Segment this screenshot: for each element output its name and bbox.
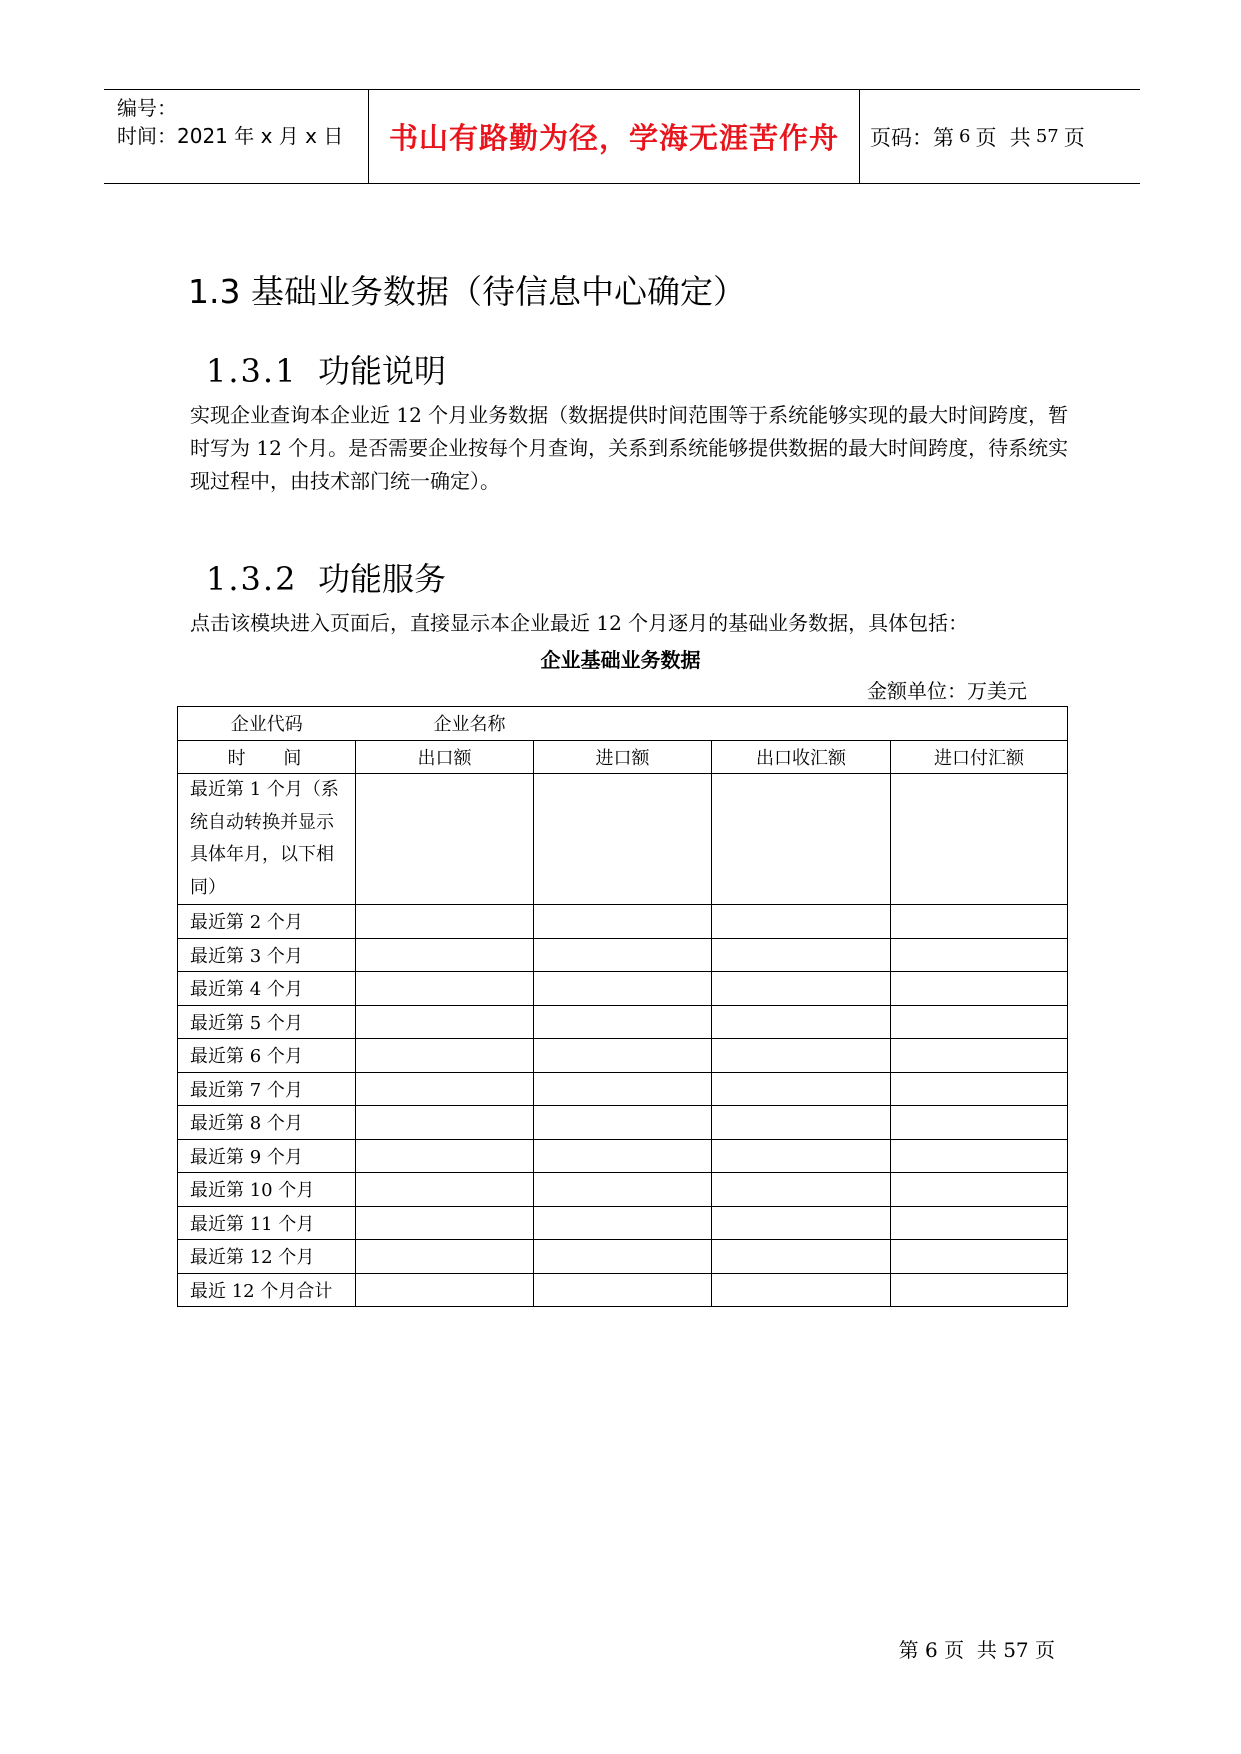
data-cell [534, 1139, 712, 1173]
data-cell [891, 972, 1068, 1006]
row-label: 最近第 8 个月 [178, 1106, 356, 1140]
data-cell [356, 1039, 534, 1073]
data-cell [712, 774, 891, 905]
data-cell [712, 1139, 891, 1173]
page-header [104, 89, 1140, 184]
data-cell [534, 1106, 712, 1140]
data-cell [356, 774, 534, 905]
data-cell [356, 1139, 534, 1173]
data-cell [534, 1039, 712, 1073]
data-cell [534, 972, 712, 1006]
section-title: 1.3 基础业务数据（待信息中心确定） [188, 272, 746, 311]
header-page-total: 57 [1035, 126, 1059, 147]
company-name-label: 企业名称 [356, 707, 1068, 741]
table-header-row [178, 740, 1068, 774]
data-cell [356, 1106, 534, 1140]
data-cell [891, 1039, 1068, 1073]
table-row [178, 1240, 1068, 1274]
data-cell [891, 774, 1068, 905]
table-row [178, 1039, 1068, 1073]
data-cell [534, 905, 712, 939]
data-cell [891, 1206, 1068, 1240]
data-cell [356, 1206, 534, 1240]
data-cell [712, 1005, 891, 1039]
data-cell [356, 905, 534, 939]
table-row [178, 1206, 1068, 1240]
subsection-title: 功能说明 [318, 352, 447, 390]
row-label: 最近第 3 个月 [178, 938, 356, 972]
table-row [178, 1173, 1068, 1207]
company-info-row [178, 707, 1068, 741]
data-cell [356, 1005, 534, 1039]
header-meta [117, 94, 343, 150]
column-header: 出口收汇额 [712, 740, 891, 774]
data-cell [891, 1106, 1068, 1140]
data-cell [891, 905, 1068, 939]
data-cell [534, 1206, 712, 1240]
table-row [178, 774, 1068, 905]
business-data-table [177, 706, 1068, 1307]
data-cell [356, 972, 534, 1006]
data-cell [712, 1039, 891, 1073]
subsection-heading-function-description [206, 346, 446, 392]
data-cell [356, 1173, 534, 1207]
subsection-heading-function-service [206, 554, 446, 600]
page-footer [899, 1634, 1055, 1663]
data-cell [891, 1273, 1068, 1307]
function-description-text: 实现企业查询本企业近 12 个月业务数据（数据提供时间范围等于系统能够实现的最大时间跨度，暂时写为 12 个月。是否需要企业按每个月查询，关系到系统能够提供数据的最大时间跨度，待系统实现过程中，由技术部门统一确定）。 [190, 403, 1069, 493]
footer-page-total: 57 [1003, 1638, 1029, 1662]
table-row [178, 1139, 1068, 1173]
table-row [178, 1273, 1068, 1307]
header-page-current: 6 [959, 126, 971, 147]
row-label: 最近第 5 个月 [178, 1005, 356, 1039]
row-label: 最近第 7 个月 [178, 1072, 356, 1106]
header-page-prefix: 页码：第 [870, 125, 954, 150]
table-row [178, 938, 1068, 972]
data-cell [534, 938, 712, 972]
data-cell [534, 1173, 712, 1207]
table-row [178, 972, 1068, 1006]
footer-prefix: 第 [898, 1638, 919, 1662]
row-label: 最近 12 个月合计 [178, 1273, 356, 1307]
data-cell [534, 1240, 712, 1274]
footer-mid: 页 共 [944, 1638, 997, 1662]
row-label: 最近第 9 个月 [178, 1139, 356, 1173]
data-cell [356, 1273, 534, 1307]
data-cell [712, 1273, 891, 1307]
data-cell [712, 1106, 891, 1140]
data-cell [712, 1240, 891, 1274]
subsection-number: 1.3.1 [206, 352, 298, 390]
row-label: 最近第 2 个月 [178, 905, 356, 939]
header-page-suffix: 页 [1063, 125, 1085, 150]
subsection-number: 1.3.2 [206, 560, 298, 598]
table-row [178, 1072, 1068, 1106]
document-time: 时间：2021 年 x 月 x 日 [117, 124, 344, 148]
table-title: 企业基础业务数据 [540, 648, 701, 672]
header-motto: 书山有路勤为径，学海无涯苦作舟 [368, 90, 860, 183]
data-cell [891, 1005, 1068, 1039]
data-cell [712, 905, 891, 939]
subsection-title: 功能服务 [318, 560, 447, 598]
row-label: 最近第 6 个月 [178, 1039, 356, 1073]
footer-suffix: 页 [1035, 1638, 1055, 1662]
data-cell [712, 938, 891, 972]
amount-unit: 金额单位：万美元 [867, 679, 1027, 703]
data-cell [712, 1072, 891, 1106]
company-code-label: 企业代码 [178, 707, 356, 741]
table-row [178, 1106, 1068, 1140]
header-page-number [870, 90, 1085, 183]
data-cell [534, 1273, 712, 1307]
column-header: 进口额 [534, 740, 712, 774]
data-cell [891, 1072, 1068, 1106]
document-number-label: 编号： [117, 96, 177, 120]
data-cell [356, 938, 534, 972]
data-cell [534, 774, 712, 905]
data-cell [891, 1139, 1068, 1173]
data-cell [534, 1005, 712, 1039]
header-page-mid: 页 共 [975, 125, 1031, 150]
column-header: 时 间 [178, 740, 356, 774]
row-label: 最近第 1 个月（系统自动转换并显示具体年月，以下相同） [178, 774, 356, 905]
data-cell [356, 1240, 534, 1274]
table-row [178, 905, 1068, 939]
data-cell [712, 1206, 891, 1240]
data-cell [891, 1173, 1068, 1207]
table-row [178, 1005, 1068, 1039]
data-cell [712, 972, 891, 1006]
data-cell [356, 1072, 534, 1106]
data-cell [712, 1173, 891, 1207]
column-header: 出口额 [356, 740, 534, 774]
row-label: 最近第 11 个月 [178, 1206, 356, 1240]
column-header: 进口付汇额 [891, 740, 1068, 774]
row-label: 最近第 12 个月 [178, 1240, 356, 1274]
footer-page-current: 6 [925, 1638, 938, 1662]
function-service-text: 点击该模块进入页面后，直接显示本企业最近 12 个月逐月的基础业务数据，具体包括： [190, 611, 969, 635]
data-cell [891, 1240, 1068, 1274]
row-label: 最近第 10 个月 [178, 1173, 356, 1207]
row-label: 最近第 4 个月 [178, 972, 356, 1006]
data-cell [891, 938, 1068, 972]
data-cell [534, 1072, 712, 1106]
